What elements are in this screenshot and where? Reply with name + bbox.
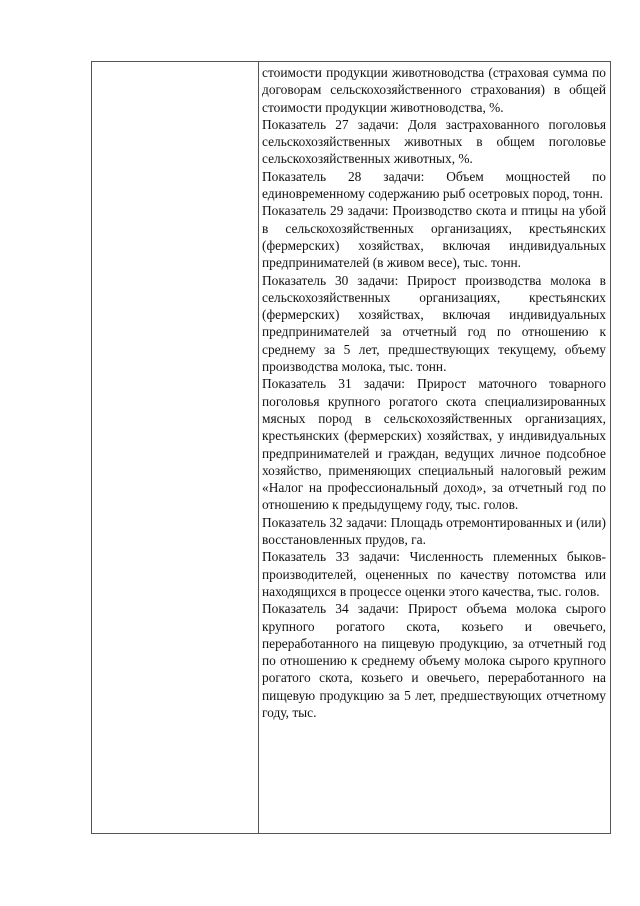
- paragraph-indicator-31: Показатель 31 задачи: Прирост маточного товарного поголовья крупного рогатого скота специализированных мясных пород в сельскохозяйственных организациях, крестьянских (фермерских) хозяйствах, у индивидуальных предпринимателей и граждан, ведущих личное подсобное хозяйство, применяющих специальный налоговый режим «Налог на профессиональный доход», за отчетный год по отношению к предыдущему году, тыс. голов.: [262, 376, 606, 513]
- paragraph-indicator-29: Показатель 29 задачи: Производство скота и птицы на убой в сельскохозяйственных организациях, крестьянских (фермерских) хозяйствах, включая индивидуальных предпринимателей (в живом весе), тыс. тонн.: [262, 203, 606, 271]
- paragraph-indicator-30: Показатель 30 задачи: Прирост производства молока в сельскохозяйственных организациях, крестьянских (фермерских) хозяйствах, включая индивидуальных предпринимателей за отчетный год по отношению к среднему за 5 лет, предшествующих текущему, объему производства молока, тыс. тонн.: [262, 272, 606, 375]
- table-cell-right: [262, 64, 606, 833]
- paragraph-indicator-33: Показатель 33 задачи: Численность племенных быков-производителей, оцененных по качеству потомства или находящихся в процессе оценки этого качества, тыс. голов.: [262, 549, 606, 599]
- column-divider: [258, 62, 259, 833]
- paragraph-indicator-34: Показатель 34 задачи: Прирост объема молока сырого крупного рогатого скота, козьего и овечьего, переработанного на пищевую продукцию, за отчетный год по отношению к среднему объему молока сырого крупного рогатого скота, козьего и овечьего, переработанного на пищевую продукцию за 5 лет, предшествующих отчетному году, тыс.: [262, 601, 606, 720]
- table-cell-left: [92, 62, 258, 833]
- document-table: [91, 61, 611, 834]
- paragraph-indicator-28: Показатель 28 задачи: Объем мощностей по единовременному содержанию рыб осетровых пород, тонн.: [262, 168, 606, 202]
- paragraph-continuation: стоимости продукции животноводства (страховая сумма по договорам сельскохозяйственного страхования) в общей стоимости продукции животноводства, %.: [262, 65, 606, 115]
- paragraph-indicator-32: Показатель 32 задачи: Площадь отремонтированных и (или) восстановленных прудов, га.: [262, 514, 606, 548]
- paragraph-indicator-27: Показатель 27 задачи: Доля застрахованного поголовья сельскохозяйственных животных в общем поголовье сельскохозяйственных животных, %.: [262, 116, 606, 167]
